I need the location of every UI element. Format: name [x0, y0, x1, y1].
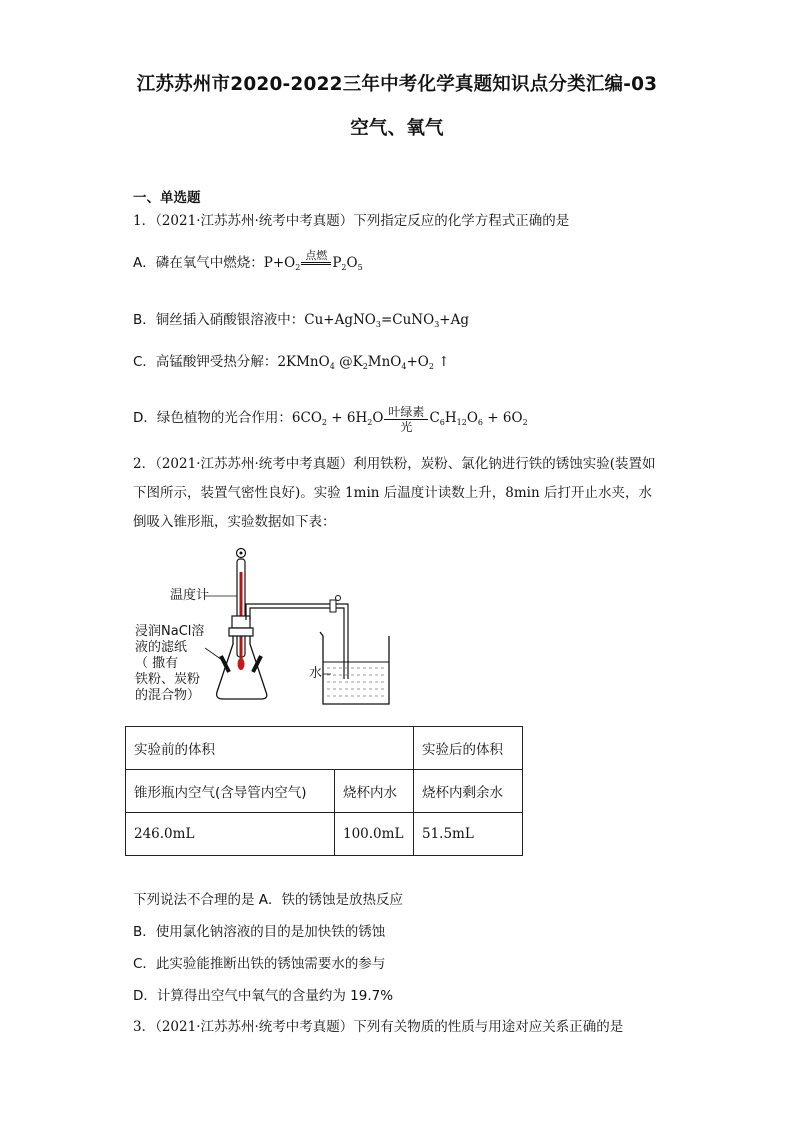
question-2-option-d: D．计算得出空气中氧气的含量约为 19.7% [133, 988, 394, 1004]
table-cell-remain-label: 烧杯内剩余水 [414, 770, 523, 813]
table-row [126, 770, 523, 813]
option-d-condition-bottom: 光 [400, 420, 413, 434]
question-2-option-b: B．使用氯化钠溶液的目的是加快铁的锈蚀 [133, 924, 386, 940]
label-filter-paper-4: 铁粉、炭粉 [135, 672, 201, 687]
table-header-before: 实验前的体积 [126, 727, 414, 770]
label-filter-paper-2: 液的滤纸 [135, 640, 188, 655]
question-2-option-c: C．此实验能推断出铁的锈蚀需要水的参与 [133, 956, 386, 972]
question-3-stem: 3．（2021·江苏苏州·统考中考真题）下列有关物质的性质与用途对应关系正确的是 [133, 1019, 624, 1035]
option-d-equation: $6CO_2 + 6H_2O$ 叶绿素 光 $C_6H_{12}O_6 + 6O_2$ [291, 405, 528, 434]
table-cell-flask-label: 锥形瓶内空气(含导管内空气) [126, 770, 335, 813]
question-2-stem-line3: 倒吸入锥形瓶，实验数据如下表： [133, 514, 336, 530]
label-filter-paper-3: （ 撒有 [135, 656, 179, 671]
table-row [126, 813, 523, 856]
option-a-text: A．磷在氧气中燃烧： [133, 255, 264, 271]
section-heading: 一、单选题 [133, 190, 201, 206]
thermometer [237, 549, 246, 671]
table-cell-beaker-label: 烧杯内水 [335, 770, 414, 813]
question-2-prompt-option-a: 下列说法不合理的是 A．铁的锈蚀是放热反应 [133, 892, 404, 908]
label-water: 水 [309, 666, 323, 681]
question-2-stem-line2: 下图所示，装置气密性良好)。实验 1min 后温度计读数上升，8min 后打开止水夹，水 [133, 485, 652, 501]
question-1-option-b [133, 311, 469, 334]
table-row [126, 727, 523, 770]
option-b-text: B．铜丝插入硝酸银溶液中： [133, 312, 305, 328]
option-a-equation: $P+O_2$ 点燃 $P_2O_5$ [263, 249, 363, 272]
experiment-apparatus-figure [133, 544, 403, 714]
table-cell-beaker-value: 100.0mL [335, 813, 414, 856]
table-header-after: 实验后的体积 [414, 727, 523, 770]
label-thermometer: 温度计 [170, 588, 210, 603]
option-d-condition-top: 叶绿素 [388, 405, 425, 419]
label-filter-paper-5: 的混合物） [135, 688, 201, 703]
beaker [320, 632, 389, 704]
question-1-option-a [133, 249, 363, 277]
option-b-equation: Cu+AgNO$_3$=CuNO$_3$+Ag [304, 312, 469, 329]
question-1-option-c [133, 353, 450, 376]
option-c-equation: 2KMnO$_4$ $@K_2MnO_4+O_2$ ↑ [277, 354, 450, 371]
option-d-text: D．绿色植物的光合作用： [133, 410, 292, 426]
document-title-line2: 空气、氧气 [350, 118, 444, 139]
delivery-tube [246, 596, 348, 680]
option-c-text: C．高锰酸钾受热分解： [133, 354, 278, 370]
question-1-option-d [133, 404, 528, 433]
table-cell-flask-value: 246.0mL [126, 813, 335, 856]
question-2-stem-line1: 2．（2021·江苏苏州·统考中考真题）利用铁粉，炭粉、氯化钠进行铁的锈蚀实验(装置如 [133, 456, 656, 472]
experiment-data-table [125, 726, 523, 856]
option-a-condition: 点燃 [305, 249, 328, 262]
table-cell-remain-value: 51.5mL [414, 813, 523, 856]
document-title-line1: 江苏苏州市2020-2022三年中考化学真题知识点分类汇编-03 [136, 74, 658, 95]
label-filter-paper-1: 浸润NaCl溶 [135, 624, 205, 639]
question-1-stem: 1．（2021·江苏苏州·统考中考真题）下列指定反应的化学方程式正确的是 [133, 213, 570, 229]
